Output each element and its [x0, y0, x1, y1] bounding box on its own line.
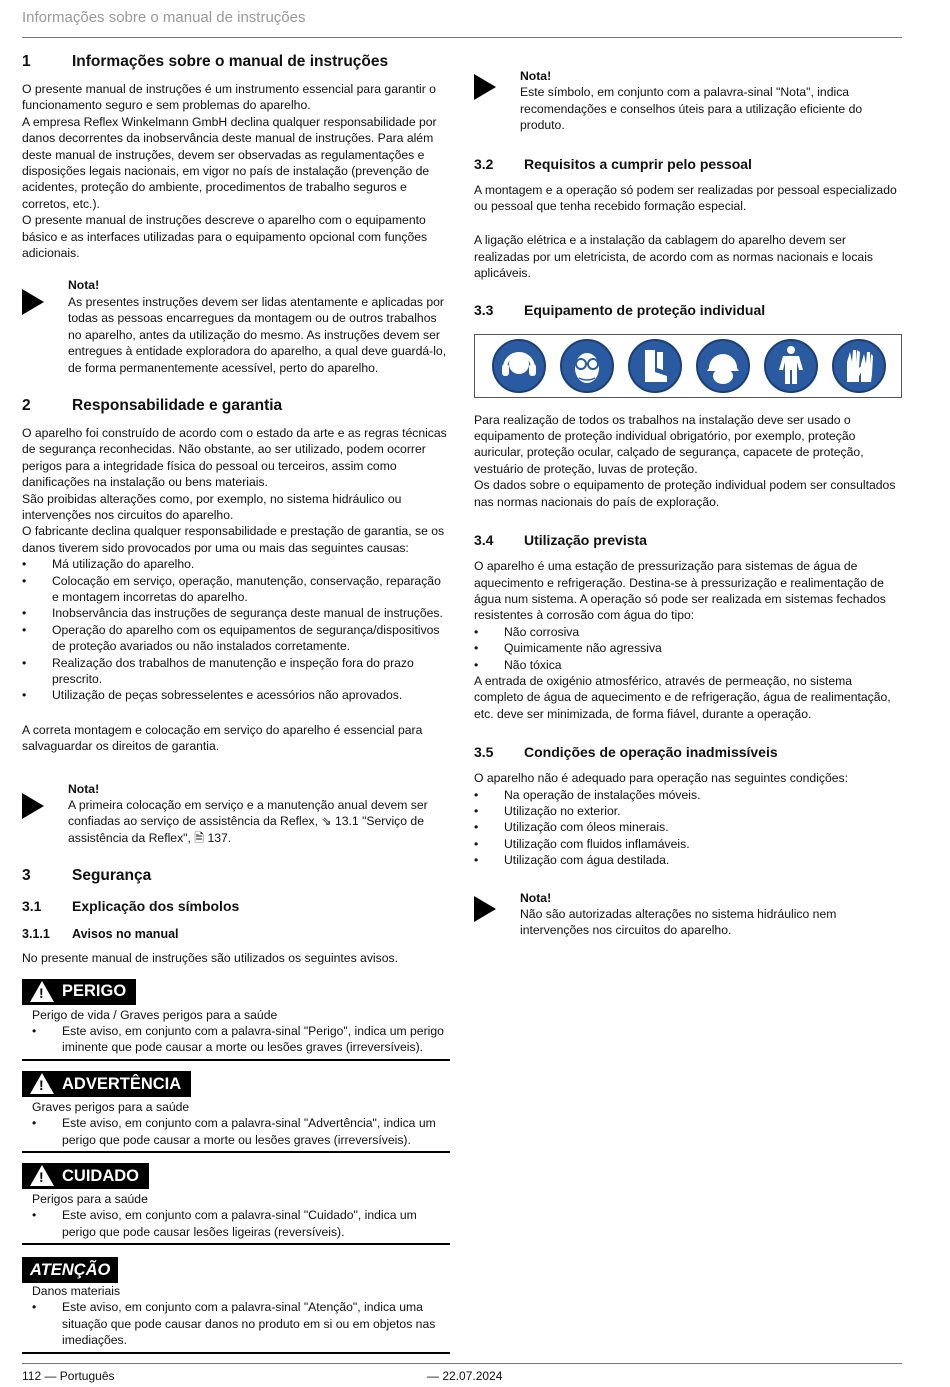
warning-cuidado	[22, 1163, 450, 1245]
sec33-paragraph: Para realização de todos os trabalhos na instalação deve ser usado o equipamento de proteção individual obrigatório, por exemplo, proteção auricular, proteção ocular, calçado de segurança, capacete de proteção, vestuário de proteção, luvas de proteção.	[474, 412, 864, 476]
note-text: A primeira colocação em serviço e a manutenção anual devem ser confiadas ao serviço de assistência da Reflex, ⇘ 13.1 "Serviço de assistência da Reflex", 🗎 137.	[68, 798, 428, 845]
sec1-paragraph: A empresa Reflex Winkelmann GmbH declina qualquer responsabilidade por danos decorrentes da inobservância deste manual de instruções. Para além deste manual de instruções, devem ser observadas as regulamentações e disposições legais nacionais, em vigor no país de instalação (prevenção de acidentes, proteção do ambiente, procedimentos de trabalho seguros e corretos, etc.).	[22, 114, 437, 211]
sec1-paragraph: O presente manual de instruções descreve o aparelho com o equipamento básico e as interfaces utilizadas para o equipamento opcional com funções adicionais.	[22, 213, 428, 261]
warning-label: ! PERIGO	[22, 979, 136, 1005]
sec2-paragraph: O aparelho foi construído de acordo com o estado da arte e as regras técnicas de segurança reconhecidas. Não obstante, ao ser utilizado, podem ocorrer perigos para a integridade física do pessoal ou terceiros, assim como danificações na instalação ou bens materiais.	[22, 425, 447, 490]
list-item: • Utilização de peças sobresselentes e acessórios não aprovados.	[22, 687, 450, 703]
list-item: • Utilização com óleos minerais.	[474, 819, 902, 835]
warning-label: ! ADVERTÊNCIA	[22, 1071, 191, 1097]
note-arrow-icon	[474, 68, 520, 134]
list-item: • Não tóxica	[474, 657, 902, 673]
section-3-2-heading: 3.2 Requisitos a cumprir pelo pessoal	[474, 155, 752, 172]
warning-advertencia	[22, 1071, 450, 1153]
section-3-heading: 3 Segurança	[22, 867, 152, 885]
warning-text: • Este aviso, em conjunto com a palavra-sinal "Cuidado", indica um perigo que pode causar lesões ligeiras (reversíveis).	[32, 1207, 450, 1240]
note-arrow-icon	[474, 890, 520, 939]
note-title: Nota!	[520, 69, 552, 83]
sec32-paragraph: A montagem e a operação só podem ser realizadas por pessoal especializado ou pessoal que tenha recebido formação especial.	[474, 182, 897, 214]
sec2-paragraph: São proibidas alterações como, por exemplo, no sistema hidráulico ou intervenções nos circuitos do aparelho.	[22, 491, 402, 522]
warnings-intro: No presente manual de instruções são utilizados os seguintes avisos.	[22, 951, 398, 966]
list-item: • Operação do aparelho com os equipamentos de segurança/dispositivos de proteção avariados ou não instalados corretamente.	[22, 622, 450, 655]
list-item: • Inobservância das instruções de segurança deste manual de instruções.	[22, 605, 450, 621]
warning-atencao	[22, 1257, 450, 1354]
warning-label: ! CUIDADO	[22, 1163, 149, 1189]
footer-divider	[22, 1363, 902, 1364]
list-item: • Na operação de instalações móveis.	[474, 787, 902, 803]
warning-subtitle: Danos materiais	[32, 1284, 121, 1299]
section-3-3-heading: 3.3 Equipamento de proteção individual	[474, 301, 766, 318]
protective-clothing-icon	[763, 338, 819, 394]
sec35-paragraph: O aparelho não é adequado para operação nas seguintes condições:	[474, 771, 849, 786]
left-column	[22, 52, 450, 1354]
warning-subtitle: Perigo de vida / Graves perigos para a saúde	[32, 1007, 278, 1022]
ppe-pictogram-strip	[474, 334, 902, 398]
sec2-paragraph: A correta montagem e colocação em serviço do aparelho é essencial para salvaguardar os direitos de garantia.	[22, 722, 423, 754]
eye-protection-icon	[559, 338, 615, 394]
list-item: • Utilização com fluidos inflamáveis.	[474, 836, 902, 852]
sec32-paragraph: A ligação elétrica e a instalação da cablagem do aparelho devem ser realizadas por um eletricista, de acordo com as normas nacionais e locais aplicáveis.	[474, 233, 873, 281]
water-type-list	[474, 624, 902, 673]
warning-triangle-icon	[30, 981, 54, 1002]
warning-text: • Este aviso, em conjunto com a palavra-sinal "Perigo", indica um perigo iminente que pode causar a morte ou lesões graves (irreversíveis).	[32, 1023, 450, 1056]
liability-causes-list	[22, 556, 450, 704]
right-column	[474, 68, 902, 939]
note-box	[474, 68, 902, 134]
note-text: Não são autorizadas alterações no sistema hidráulico nem intervenções nos circuitos do aparelho.	[520, 907, 837, 938]
note-box	[474, 890, 902, 939]
section-1-heading: 1 Informações sobre o manual de instruções	[22, 53, 389, 70]
warning-triangle-icon	[30, 1165, 54, 1186]
note-box	[22, 781, 450, 847]
note-title: Nota!	[68, 781, 100, 796]
sec2-paragraph: O fabricante declina qualquer responsabilidade e prestação de garantia, se os danos tiverem sido provocados por uma ou mais das seguintes causas:	[22, 524, 445, 555]
warning-text: • Este aviso, em conjunto com a palavra-sinal "Atenção", indica uma situação que pode causar danos no produto em si ou em objetos nas imediações.	[32, 1299, 450, 1348]
list-item: • Não corrosiva	[474, 624, 902, 640]
list-item: • Utilização com água destilada.	[474, 852, 902, 868]
list-item: • Realização dos trabalhos de manutenção e inspeção fora do prazo prescrito.	[22, 655, 450, 688]
sec34-paragraph: A entrada de oxigénio atmosférico, através de permeação, no sistema completo de água de aquecimento e de refrigeração, água de realimentação, etc. deve ser minimizada, de forma fiável, durante a operação.	[474, 673, 891, 721]
inadmissible-conditions-list	[474, 787, 902, 869]
header-divider	[22, 37, 902, 38]
section-3-1-heading: 3.1 Explicação dos símbolos	[22, 898, 240, 915]
list-item: • Má utilização do aparelho.	[22, 556, 450, 572]
note-arrow-icon	[22, 277, 68, 375]
running-header: Informações sobre o manual de instruções	[22, 9, 306, 26]
warning-text: • Este aviso, em conjunto com a palavra-sinal "Advertência", indica um perigo que pode causar a morte ou lesões graves (irreversíveis).	[32, 1115, 450, 1148]
gloves-icon	[831, 338, 887, 394]
list-item: • Utilização no exterior.	[474, 803, 902, 819]
section-3-4-heading: 3.4 Utilização prevista	[474, 532, 647, 549]
helmet-icon	[695, 338, 751, 394]
warning-subtitle: Perigos para a saúde	[32, 1191, 148, 1206]
footer-date: — 22.07.2024	[427, 1369, 503, 1383]
note-box	[22, 277, 450, 375]
safety-boots-icon	[627, 338, 683, 394]
ear-protection-icon	[491, 338, 547, 394]
note-title: Nota!	[68, 278, 100, 293]
warning-perigo	[22, 979, 450, 1061]
note-arrow-icon	[22, 781, 68, 847]
note-title: Nota!	[520, 890, 552, 905]
note-text: As presentes instruções devem ser lidas atentamente e aplicadas por todas as pessoas encarregues da montagem ou de outros trabalhos no aparelho, antes da utilização do mesmo. As instruções devem ser entregues à entidade exploradora do aparelho, a qual deve guardá-lo, de forma permanentemente acessível, perto do aparelho.	[68, 294, 447, 375]
note-text: Este símbolo, em conjunto com a palavra-sinal "Nota", indica recomendações e conselhos úteis para a utilização eficiente do produto.	[520, 85, 863, 133]
list-item: • Colocação em serviço, operação, manutenção, conservação, reparação e montagem incorretas do aparelho.	[22, 573, 450, 606]
sec34-paragraph: O aparelho é uma estação de pressurização para sistemas de água de aquecimento e refrigeração. Destina-se à pressurização e realimentação de água num sistema. A operação só pode ser realizada em sistemas fechados resistentes à corrosão com água do tipo:	[474, 559, 886, 623]
section-3-5-heading: 3.5 Condições de operação inadmissíveis	[474, 744, 778, 761]
section-2-heading: 2 Responsabilidade e garantia	[22, 396, 283, 414]
warning-subtitle: Graves perigos para a saúde	[32, 1099, 190, 1114]
warning-triangle-icon	[30, 1073, 54, 1094]
section-3-1-1-heading: 3.1.1 Avisos no manual	[22, 927, 179, 942]
sec33-paragraph: Os dados sobre o equipamento de proteção individual podem ser consultados nas normas nacionais do país de exploração.	[474, 478, 896, 509]
sec1-paragraph: O presente manual de instruções é um instrumento essencial para garantir o funcionamento seguro e sem problemas do aparelho.	[22, 82, 436, 113]
warning-label: ATENÇÃO	[22, 1257, 118, 1283]
list-item: • Quimicamente não agressiva	[474, 640, 902, 656]
footer-page: 112 — Português	[22, 1369, 115, 1383]
